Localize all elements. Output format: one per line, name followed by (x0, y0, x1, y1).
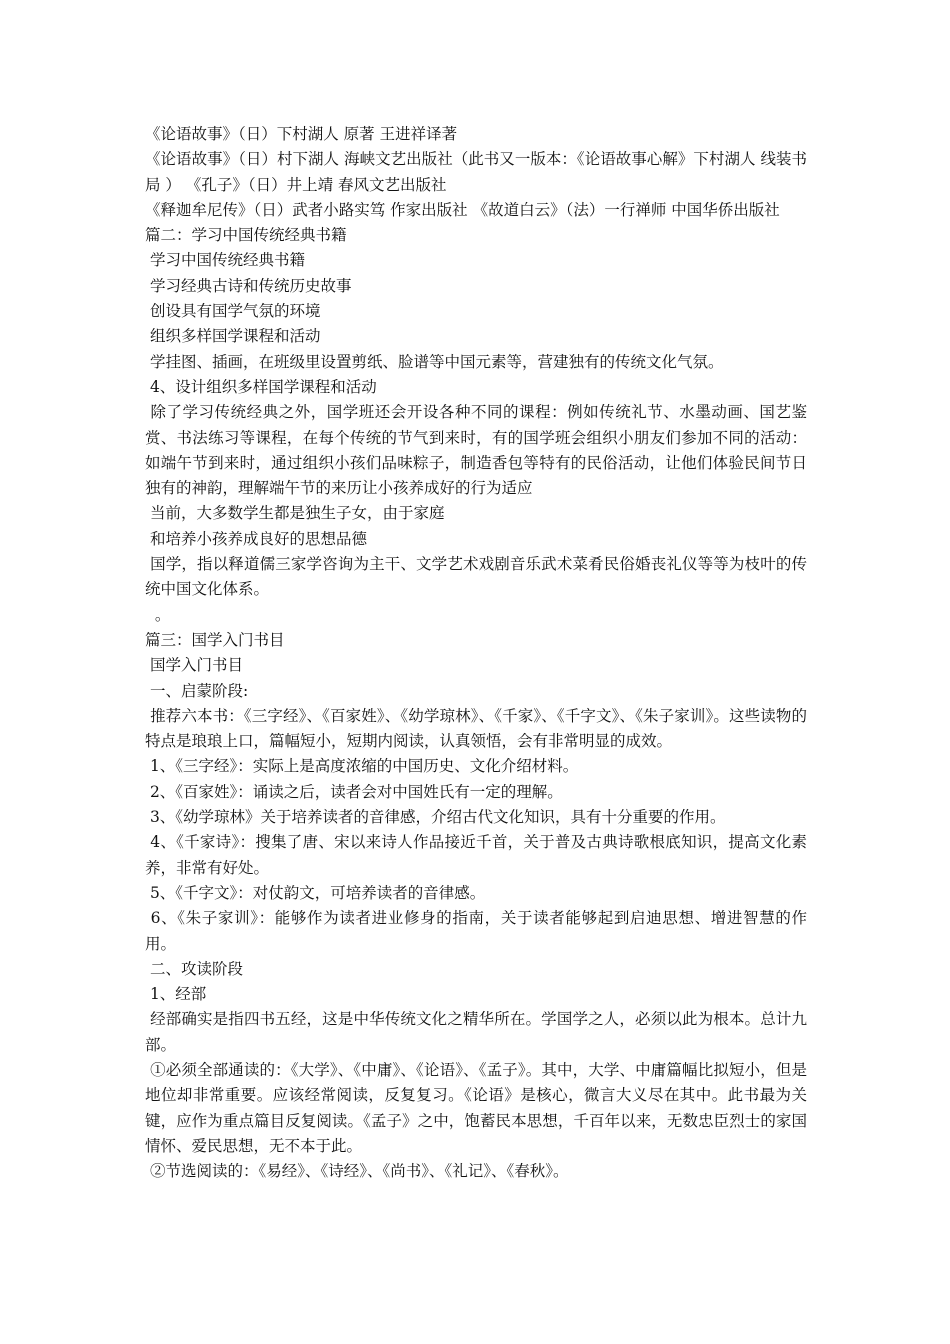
paragraph: 创设具有国学气氛的环境 (145, 302, 321, 321)
paragraph: 。 (145, 605, 171, 624)
section-heading: 篇三：国学入门书目 (145, 630, 285, 649)
paragraph: 一、启蒙阶段: (145, 681, 249, 700)
list-item: 5、《千字文》：对仗韵文，可培养读者的音律感。 (145, 883, 486, 902)
list-item: 1、《三字经》：实际上是高度浓缩的中国历史、文化介绍材料。 (145, 757, 579, 776)
paragraph: 组织多样国学课程和活动 (145, 327, 321, 346)
paragraph: 当前，大多数学生都是独生子女，由于家庭 (145, 504, 445, 523)
section-heading: 篇二：学习中国传统经典书籍 (145, 226, 347, 245)
paragraph: 学挂图、插画，在班级里设置剪纸、脸谱等中国元素等，营建独有的传统文化气氛。 (145, 352, 724, 371)
paragraph: 除了学习传统经典之外，国学班还会开设各种不同的课程：例如传统礼节、水墨动画、国艺鉴赏、书法练习等课程，在每个传统的节气到来时，有的国学班会组织小朋友们参加不同的活动：如端午节到来时，通过组织小孩们品味粽子，制造香包等特有的民俗活动，让他们体验民间节日独有的神韵，理解端午节的来历让小孩养成好的行为适应 (145, 403, 807, 498)
document-body (145, 122, 807, 1184)
list-item: 6、《朱子家训》：能够作为读者进业修身的指南，关于读者能够起到启迪思想、增进智慧的作用。 (145, 909, 807, 953)
list-item: ②节选阅读的：《易经》、《诗经》、《尚书》、《礼记》、《春秋》。 (145, 1162, 569, 1181)
paragraph: 二、攻读阶段 (145, 959, 243, 978)
list-item: 4、《千家诗》：搜集了唐、宋以来诗人作品接近千首，关于普及古典诗歌根底知识，提高文化素养，非常有好处。 (145, 833, 807, 877)
paragraph: 1、经部 (145, 985, 207, 1004)
paragraph: 和培养小孩养成良好的思想品德 (145, 529, 367, 548)
paragraph: 国学入门书目 (145, 656, 243, 675)
paragraph: 经部确实是指四书五经，这是中华传统文化之精华所在。学国学之人，必须以此为根本。总计九部。 (145, 1010, 807, 1054)
paragraph: 《释迦牟尼传》（日）武者小路实笃 作家出版社 《故道白云》（法）一行禅师 中国华侨出版社 (145, 200, 780, 219)
paragraph: 推荐六本书：《三字经》、《百家姓》、《幼学琼林》、《千家》、《千字文》、《朱子家训》。这些读物的特点是琅琅上口，篇幅短小，短期内阅读，认真领悟，会有非常明显的成效。 (145, 706, 807, 751)
paragraph: 学习经典古诗和传统历史故事 (145, 276, 352, 295)
list-item: ①必须全部通读的：《大学》、《中庸》、《论语》、《孟子》。其中，大学、中庸篇幅比拟短小，但是地位却非常重要。应该经常阅读，反复复习。《论语》是核心，微言大义尽在其中。此书最为关键，应作为重点篇目反复阅读。《孟子》之中，饱蓄民本思想，千百年以来，无数忠臣烈士的家国情怀、爱民思想，无不本于此。 (145, 1060, 807, 1155)
paragraph: 学习中国传统经典书籍 (145, 251, 305, 270)
paragraph: 4、设计组织多样国学课程和活动 (145, 377, 377, 396)
paragraph: 《论语故事》（日）下村湖人 原著 王进祥译著 (145, 125, 458, 143)
list-item: 2、《百家姓》：诵读之后，读者会对中国姓氏有一定的理解。 (145, 782, 563, 801)
paragraph: 《论语故事》（日）村下湖人 海峡文艺出版社（此书又一版本：《论语故事心解》下村湖人 线装书局 ） 《孔子》（日）井上靖 春风文艺出版社 (145, 150, 807, 194)
paragraph: 国学，指以释道儒三家学咨询为主干、文学艺术戏剧音乐武术菜肴民俗婚丧礼仪等等为枝叶的传统中国文化体系。 (145, 555, 807, 599)
list-item: 3、《幼学琼林》关于培养读者的音律感，介绍古代文化知识，具有十分重要的作用。 (145, 808, 726, 827)
